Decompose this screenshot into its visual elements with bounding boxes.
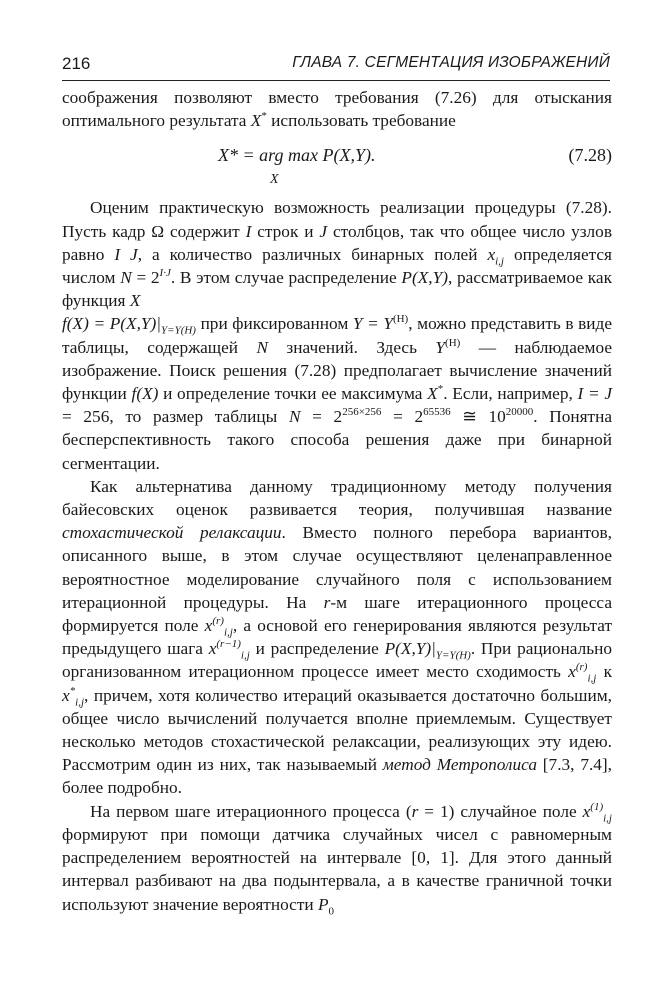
page-body: [62, 86, 612, 916]
page-number: 216: [62, 54, 91, 73]
formula-arg-variable: X: [270, 172, 279, 188]
paragraph-1: соображения позволяют вместо требования (7.26) для отыскания оптимального результата X* использовать требование: [62, 88, 612, 131]
equation-number: (7.28): [568, 145, 612, 166]
paragraph-4: На первом шаге итерационного процесса (r = 1) случайное поле $x^{(1)}_{i,j}$ формируют при помощи датчика случайных чисел с равномерным распределением вероятностей на интервале [0, 1]. Для этого данный интервал разбивают на два подынтервала, а в качестве граничной точки используют значение вероятности $P_0$: [62, 800, 612, 917]
paragraph-3: Как альтернатива данному традиционному методу получения байесовских оценок развивается теория, получившая название стохастической релаксации. Вместо полного перебора вариантов, описанного выше, в этом случае осуществляют целенаправленное вероятностное моделирование случайного поля с использованием итерационной процедуры. На r-м шаге итерационного процесса формируется поле $x^{(r)}_{i,j}$, а основой его генерирования являются результат предыдущего шага $x^{(r-1)}_{i,j}$ и распределение $P(X,Y)|_{Y=Y(H)}$. При рационально организованном итерационном процессе имеет место сходимость $x^{(r)}_{i,j}$ к $x^*_{i,j}$, причем, хотя количество итераций оказывается достаточно большим, общее число вычислений получается вполне приемлемым. Существует несколько методов стохастической релаксации, реализующих эту идею. Рассмотрим один из них, так называемый метод Метрополиса [7.3, 7.4], более подробно.: [62, 476, 613, 798]
chapter-title: ГЛАВА 7. СЕГМЕНТАЦИЯ ИЗОБРАЖЕНИЙ: [292, 54, 610, 71]
paragraph-2: Оценим практическую возможность реализации процедуры (7.28). Пусть кадр Ω содержит I строк и J столбцов, так что общее число узлов равно I J, а количество различных бинарных полей $x_{i,j}$ определяется числом $N = 2^{I\cdot J}$. В этом случае распределение P(X,Y), рассматриваемое как функция X $f(X) = P(X,Y)|_{Y=Y(H)}$ при фиксированном $Y = Y^{(H)}$, можно представить в виде таблицы, содержащей N значений. Здесь $Y^{(H)}$ — наблюдаемое изображение. Поиск решения (7.28) предполагает вычисление значений функции f(X) и определение точки ее максимума X*. Если, например, I = J = 256, то размер таблицы $N = 2^{256\times 256} = 2^{65536}$ ≅ $10^{20000}$. Понятна бесперспективность такого способа решения даже при бинарной сегментации.: [62, 198, 613, 473]
formula-7-28: [62, 138, 612, 194]
running-header: [62, 52, 610, 81]
formula-expression: X* = arg max P(X,Y).: [218, 145, 376, 166]
